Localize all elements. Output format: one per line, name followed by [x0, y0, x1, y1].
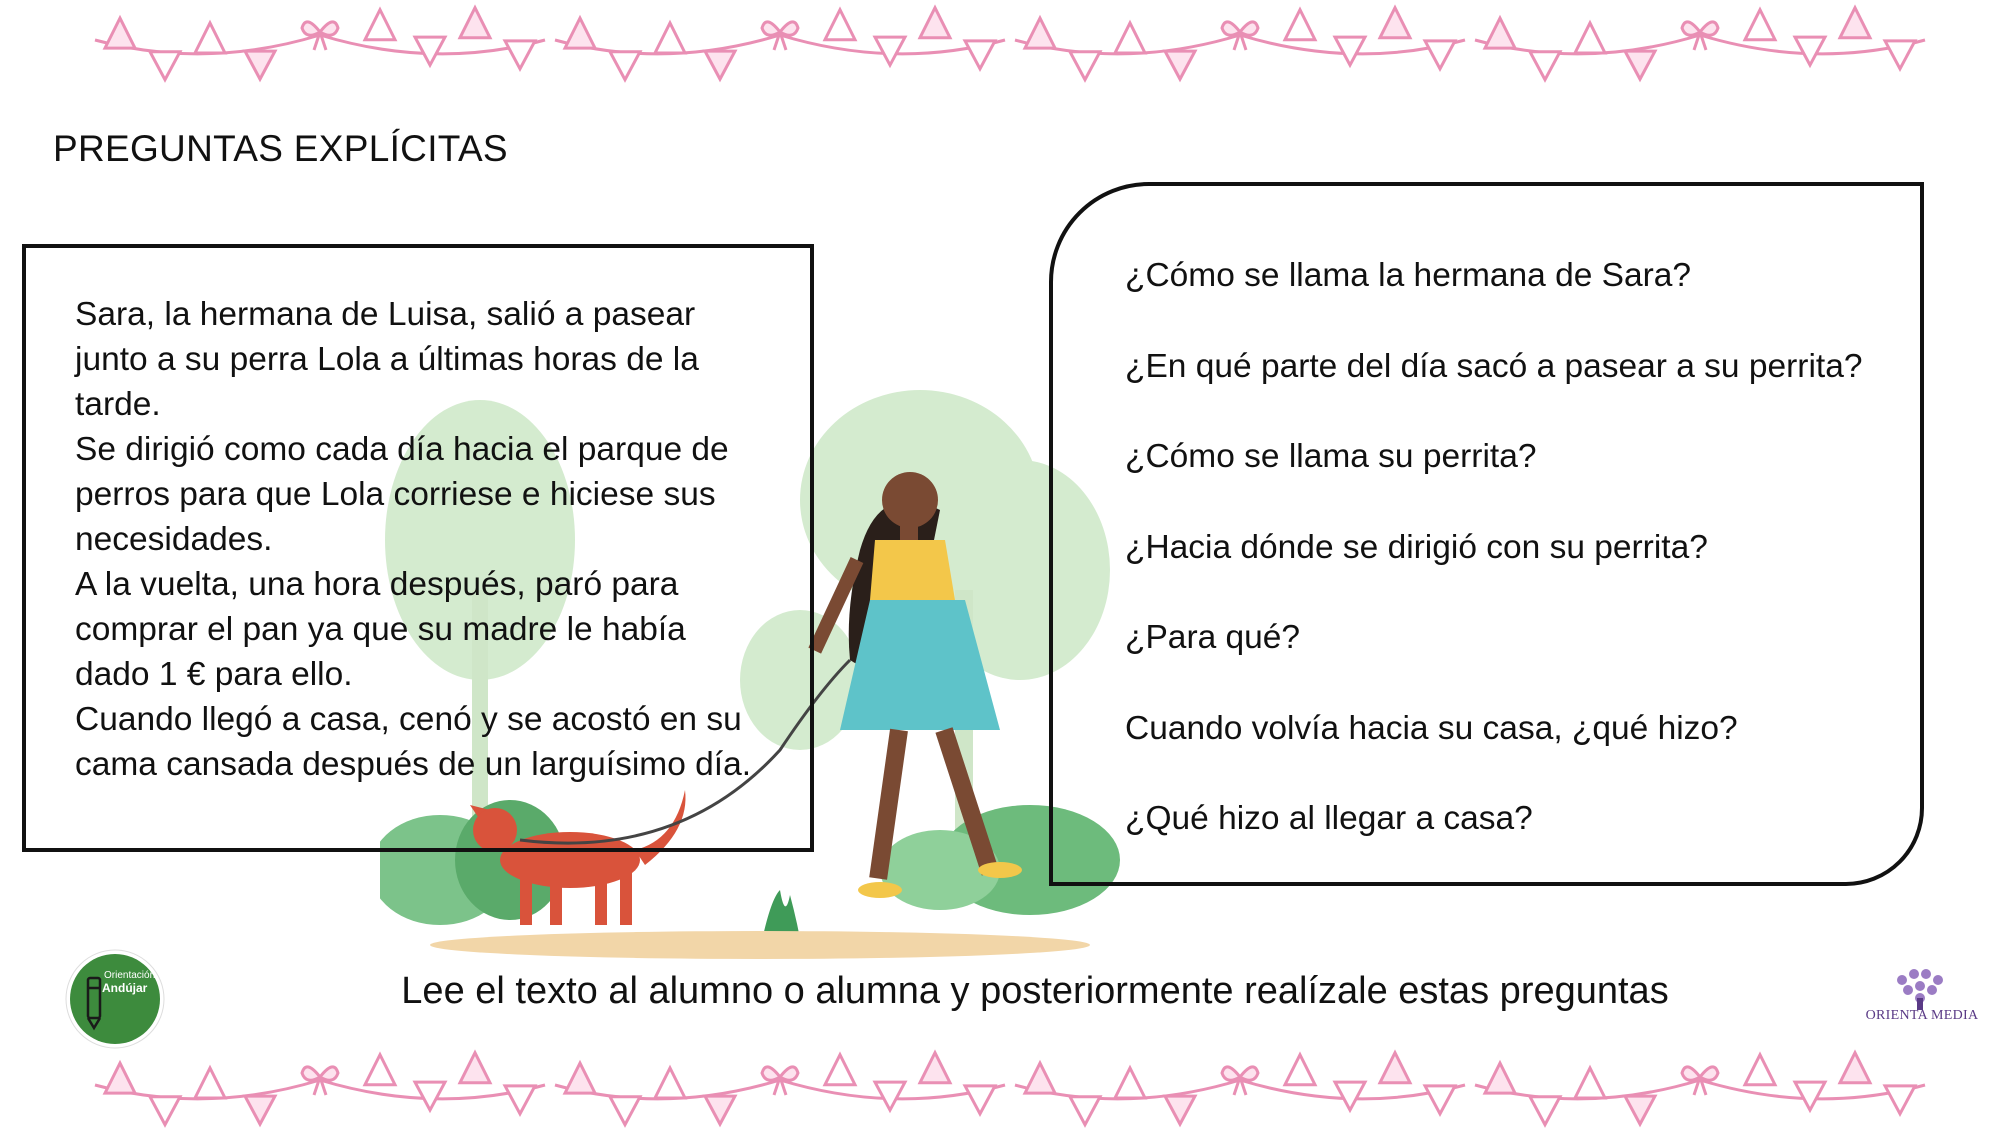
bunting-flag: [1485, 18, 1515, 48]
bunting-flag: [965, 1086, 995, 1114]
bunting-flag: [505, 1086, 535, 1114]
bunting-flag: [565, 18, 595, 48]
bunting-flag: [705, 1096, 735, 1124]
bunting-flag: [1625, 51, 1655, 79]
bunting-segment: [1475, 8, 1925, 80]
bunting-flag: [1425, 41, 1455, 69]
question-item: ¿Cómo se llama su perrita?: [1125, 438, 1537, 475]
bunting-flag: [195, 1068, 225, 1098]
bunting-flag: [825, 1055, 855, 1085]
story-line: necesidades.: [75, 521, 273, 558]
question-item: Cuando volvía hacia su casa, ¿qué hizo?: [1125, 709, 1738, 747]
bunting-flag: [1115, 23, 1145, 53]
bunting-flag: [1165, 51, 1195, 79]
bunting-flag: [705, 51, 735, 79]
orientacion-andujar-logo: [64, 948, 166, 1050]
bunting-flag: [1485, 1063, 1515, 1093]
bow-icon: [302, 22, 338, 50]
story-line: A la vuelta, una hora después, paró para: [75, 566, 679, 603]
bunting-flag: [1380, 1053, 1410, 1083]
bunting-flag: [1795, 1082, 1825, 1110]
bunting-flag: [1025, 1063, 1055, 1093]
question-item: ¿Cómo se llama la hermana de Sara?: [1125, 257, 1692, 294]
bunting-flag: [1070, 1097, 1100, 1125]
bunting-flag: [150, 52, 180, 80]
bunting-flag: [1530, 52, 1560, 80]
question-item: ¿Hacia dónde se dirigió con su perrita?: [1125, 528, 1708, 566]
questions-list: [1125, 256, 1862, 890]
bunting-segment: [555, 8, 1005, 80]
questions-box: [1049, 182, 1924, 886]
bow-icon: [762, 22, 798, 50]
bunting-flag: [460, 8, 490, 38]
bow-icon: [1682, 1067, 1718, 1095]
story-line: Sara, la hermana de Luisa, salió a pasear: [75, 296, 696, 333]
bunting-flag: [195, 23, 225, 53]
story-line: comprar el pan ya que su madre le había: [75, 611, 686, 648]
bunting-flag: [655, 1068, 685, 1098]
story-line: junto a su perra Lola a últimas horas de la: [75, 341, 699, 378]
bunting-flag: [365, 1055, 395, 1085]
question-item: ¿Para qué?: [1125, 619, 1301, 656]
bunting-flag: [1025, 18, 1055, 48]
story-line: Cuando llegó a casa, cenó y se acostó en su: [75, 701, 742, 738]
orienta-media-logo: [1862, 966, 1982, 1032]
decorative-bunting-top: [90, 0, 1930, 90]
logo-left-bottom-text: Andújar: [102, 981, 148, 995]
bow-icon: [762, 1067, 798, 1095]
bunting-flag: [920, 8, 950, 38]
bunting-segment: [1015, 1053, 1465, 1125]
bunting-flag: [1335, 37, 1365, 65]
story-line: dado 1 € para ello.: [75, 656, 353, 693]
story-text-box: [22, 244, 814, 852]
bow-icon: [302, 1067, 338, 1095]
story-line: perros para que Lola corriese e hiciese sus: [75, 476, 716, 513]
story-text: [75, 292, 805, 787]
bunting-segment: [95, 1053, 545, 1125]
bunting-flag: [1745, 1055, 1775, 1085]
bunting-flag: [1840, 1053, 1870, 1083]
bunting-flag: [245, 1096, 275, 1124]
bunting-flag: [1745, 10, 1775, 40]
bunting-flag: [105, 18, 135, 48]
logo-left-top-text: Orientación: [104, 970, 156, 981]
path-ground: [430, 931, 1090, 959]
people-tree-icon: [1862, 966, 1982, 1010]
bunting-flag: [415, 1082, 445, 1110]
bow-icon: [1222, 1067, 1258, 1095]
bunting-flag: [965, 41, 995, 69]
bunting-segment: [555, 1053, 1005, 1125]
bunting-flag: [920, 1053, 950, 1083]
bunting-flag: [460, 1053, 490, 1083]
instruction-text: Lee el texto al alumno o alumna y posteriormente realízale estas preguntas: [401, 970, 1669, 1012]
logo-right-text: ORIENTA MEDIA: [1865, 1008, 1979, 1023]
bow-icon: [1682, 22, 1718, 50]
bunting-flag: [610, 1097, 640, 1125]
bunting-flag: [1625, 1096, 1655, 1124]
question-item: ¿Qué hizo al llegar a casa?: [1125, 800, 1533, 837]
bunting-flag: [875, 1082, 905, 1110]
bunting-segment: [1475, 1053, 1925, 1125]
bunting-flag: [1885, 41, 1915, 69]
bunting-flag: [1285, 1055, 1315, 1085]
bunting-flag: [1335, 1082, 1365, 1110]
story-line: tarde.: [75, 386, 161, 423]
bunting-flag: [610, 52, 640, 80]
bunting-flag: [1115, 1068, 1145, 1098]
story-line: cama cansada después de un larguísimo día.: [75, 746, 752, 783]
bunting-flag: [1885, 1086, 1915, 1114]
bunting-flag: [565, 1063, 595, 1093]
bunting-flag: [365, 10, 395, 40]
bunting-flag: [1165, 1096, 1195, 1124]
bunting-flag: [1285, 10, 1315, 40]
bunting-flag: [655, 23, 685, 53]
bunting-flag: [1795, 37, 1825, 65]
bunting-segment: [1015, 8, 1465, 80]
bunting-flag: [1840, 8, 1870, 38]
story-line: Se dirigió como cada día hacia el parque de: [75, 431, 729, 468]
worksheet-title: PREGUNTAS EXPLÍCITAS: [53, 128, 508, 169]
bow-icon: [1222, 22, 1258, 50]
bunting-segment: [95, 8, 545, 80]
decorative-bunting-bottom: [90, 1045, 1930, 1135]
bunting-flag: [875, 37, 905, 65]
bunting-flag: [505, 41, 535, 69]
bunting-flag: [245, 51, 275, 79]
bunting-flag: [1070, 52, 1100, 80]
bunting-flag: [105, 1063, 135, 1093]
bunting-flag: [1425, 1086, 1455, 1114]
bunting-flag: [1530, 1097, 1560, 1125]
bunting-flag: [1575, 23, 1605, 53]
bunting-flag: [1575, 1068, 1605, 1098]
bunting-flag: [150, 1097, 180, 1125]
bunting-flag: [825, 10, 855, 40]
bunting-flag: [415, 37, 445, 65]
bunting-flag: [1380, 8, 1410, 38]
question-item: ¿En qué parte del día sacó a pasear a su perrita?: [1125, 347, 1863, 385]
